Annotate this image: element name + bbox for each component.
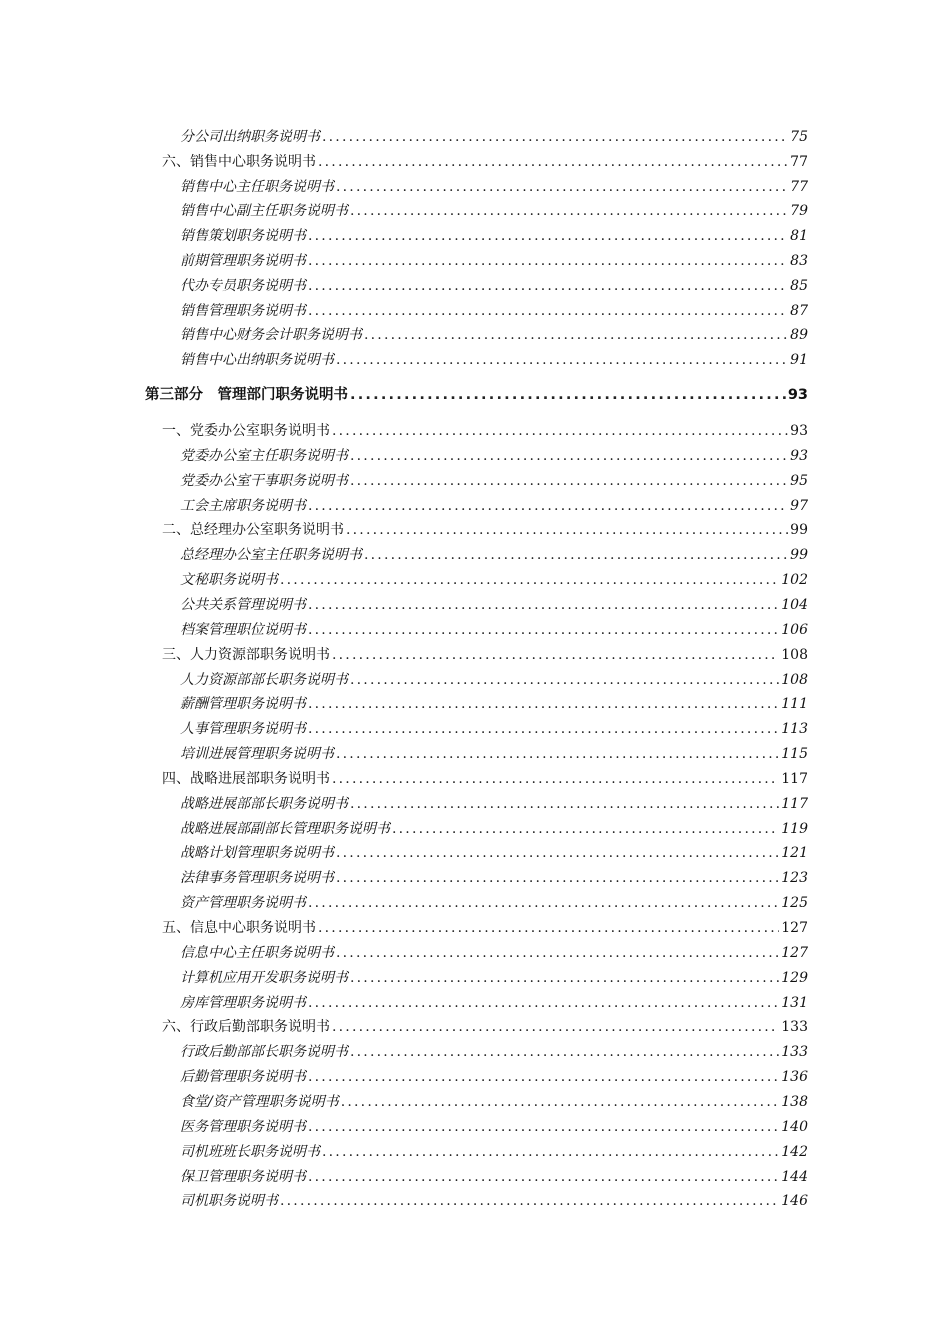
toc-entry[interactable] [180, 324, 808, 346]
toc-entry[interactable] [180, 793, 808, 815]
toc-entry[interactable] [180, 495, 808, 517]
toc-entry[interactable] [180, 470, 808, 492]
toc-page-number: 140 [781, 1118, 808, 1135]
toc-entry[interactable] [180, 349, 808, 371]
toc-dot-leader [322, 126, 788, 148]
toc-dot-leader [308, 225, 788, 247]
toc-part-heading[interactable] [145, 384, 808, 406]
toc-dot-leader [308, 300, 788, 322]
toc-entry-title: 三、人力资源部职务说明书 [162, 646, 330, 663]
toc-dot-leader [280, 569, 779, 591]
toc-entry-title: 六、销售中心职务说明书 [162, 153, 316, 170]
toc-page-number: 79 [790, 203, 808, 220]
toc-dot-leader [308, 619, 779, 641]
toc-section-entry[interactable] [162, 519, 808, 541]
toc-page-number: 117 [781, 795, 808, 812]
toc-page-number: 93 [790, 447, 808, 464]
toc-dot-leader [350, 793, 779, 815]
toc-page-number: 99 [790, 547, 808, 564]
toc-dot-leader [341, 1091, 780, 1113]
toc-page-number: 119 [781, 820, 808, 837]
toc-entry[interactable] [180, 200, 808, 222]
toc-dot-leader [308, 275, 788, 297]
toc-dot-leader [364, 544, 788, 566]
toc-entry[interactable] [180, 1166, 808, 1188]
toc-page-number: 133 [781, 1019, 808, 1036]
toc-dot-leader [350, 669, 779, 691]
toc-page-number: 108 [781, 646, 808, 663]
toc-entry[interactable] [180, 1190, 808, 1212]
toc-dot-leader [336, 942, 779, 964]
toc-page-number: 75 [790, 129, 808, 145]
toc-dot-leader [308, 718, 779, 740]
toc-dot-leader [308, 250, 788, 272]
toc-entry-title: 销售中心主任职务说明书 [180, 178, 334, 195]
toc-dot-leader [336, 842, 779, 864]
toc-entry-title: 二、总经理办公室职务说明书 [162, 522, 344, 539]
toc-entry-title: 六、行政后勤部职务说明书 [162, 1019, 330, 1036]
toc-entry[interactable] [180, 942, 808, 964]
toc-page-number: 83 [790, 253, 808, 269]
toc-page-number: 136 [781, 1069, 808, 1086]
toc-entry-title: 法律事务管理职务说明书 [180, 870, 334, 887]
toc-entry[interactable] [180, 126, 808, 148]
toc-entry-title: 战略计划管理职务说明书 [180, 845, 334, 862]
toc-entry[interactable] [180, 225, 808, 247]
toc-page-number: 146 [781, 1193, 808, 1210]
toc-entry[interactable] [180, 1041, 808, 1063]
toc-dot-leader [350, 445, 788, 467]
toc-section-entry[interactable] [162, 151, 808, 173]
toc-entry[interactable] [180, 445, 808, 467]
toc-page-number: 97 [790, 497, 808, 514]
toc-page-number: 77 [790, 178, 808, 195]
toc-page-number: 113 [781, 721, 808, 738]
toc-dot-leader [332, 420, 788, 442]
toc-dot-leader [392, 818, 779, 840]
toc-page-number: 123 [781, 870, 808, 887]
toc-entry-title: 党委办公室干事职务说明书 [180, 472, 348, 489]
toc-dot-leader [332, 1016, 779, 1038]
toc-dot-leader [308, 594, 779, 616]
toc-page-number: 131 [781, 994, 808, 1011]
toc-page-number: 106 [781, 621, 808, 638]
toc-dot-leader [322, 1141, 779, 1163]
toc-entry-title: 第三部分 管理部门职务说明书 [145, 387, 348, 403]
toc-entry[interactable] [180, 1091, 808, 1113]
toc-entry-title: 销售中心出纳职务说明书 [180, 352, 334, 369]
toc-page-number: 144 [781, 1168, 808, 1185]
toc-entry[interactable] [180, 743, 808, 765]
toc-page-number: 142 [781, 1143, 808, 1160]
toc-entry[interactable] [180, 275, 808, 297]
toc-section-entry[interactable] [162, 420, 808, 442]
toc-entry-title: 后勤管理职务说明书 [180, 1069, 306, 1086]
toc-entry-title: 一、党委办公室职务说明书 [162, 423, 330, 439]
toc-page-number: 104 [781, 596, 808, 613]
toc-page-number: 81 [790, 228, 808, 245]
toc-entry-title: 分公司出纳职务说明书 [180, 129, 320, 145]
toc-entry-title: 食堂/资产管理职务说明书 [180, 1093, 339, 1110]
toc-entry[interactable] [180, 619, 808, 641]
toc-entry-title: 党委办公室主任职务说明书 [180, 447, 348, 464]
toc-entry[interactable] [180, 992, 808, 1014]
toc-entry[interactable] [180, 892, 808, 914]
toc-entry-title: 销售中心副主任职务说明书 [180, 203, 348, 220]
toc-dot-leader [332, 768, 779, 790]
toc-page-number: 115 [781, 746, 808, 763]
toc-page-number: 125 [781, 895, 808, 912]
toc-dot-leader [350, 470, 788, 492]
toc-section-entry[interactable] [162, 917, 808, 939]
toc-dot-leader [350, 384, 786, 406]
toc-page-number: 111 [781, 696, 808, 713]
toc-entry-title: 工会主席职务说明书 [180, 497, 306, 514]
toc-entry[interactable] [180, 594, 808, 616]
toc-page-number: 77 [790, 153, 808, 170]
toc-section-entry[interactable] [162, 768, 808, 790]
toc-dot-leader [318, 151, 788, 173]
toc-dot-leader [336, 176, 788, 198]
toc-entry-title: 四、战略进展部职务说明书 [162, 770, 330, 787]
toc-section-entry[interactable] [162, 644, 808, 666]
toc-entry[interactable] [180, 1066, 808, 1088]
toc-page-number: 102 [781, 572, 808, 589]
toc-dot-leader [308, 992, 779, 1014]
toc-entry-title: 培训进展管理职务说明书 [180, 746, 334, 763]
toc-entry-title: 前期管理职务说明书 [180, 253, 306, 269]
toc-entry-title: 司机职务说明书 [180, 1193, 278, 1210]
toc-entry[interactable] [180, 718, 808, 740]
toc-entry-title: 资产管理职务说明书 [180, 895, 306, 912]
toc-dot-leader [308, 495, 788, 517]
toc-entry[interactable] [180, 693, 808, 715]
toc-dot-leader [332, 644, 779, 666]
toc-entry-title: 公共关系管理说明书 [180, 596, 306, 613]
toc-entry-title: 文秘职务说明书 [180, 572, 278, 589]
toc-page-number: 93 [787, 387, 808, 403]
toc-entry-title: 人力资源部部长职务说明书 [180, 671, 348, 688]
toc-entry[interactable] [180, 250, 808, 272]
toc-page-number: 129 [781, 969, 808, 986]
toc-section-entry[interactable] [162, 1016, 808, 1038]
toc-page-number: 138 [781, 1093, 808, 1110]
toc-entry[interactable] [180, 967, 808, 989]
toc-entry[interactable] [180, 842, 808, 864]
toc-entry[interactable] [180, 300, 808, 322]
toc-entry[interactable] [180, 867, 808, 889]
toc-entry-title: 人事管理职务说明书 [180, 721, 306, 738]
toc-entry-title: 战略进展部部长职务说明书 [180, 795, 348, 812]
toc-entry-title: 行政后勤部部长职务说明书 [180, 1044, 348, 1061]
toc-entry-title: 代办专员职务说明书 [180, 277, 306, 294]
toc-page-number: 133 [781, 1044, 808, 1061]
toc-dot-leader [364, 324, 788, 346]
toc-page-number: 121 [781, 845, 808, 862]
toc-entry[interactable] [180, 1116, 808, 1138]
toc-entry[interactable] [180, 544, 808, 566]
toc-page-number: 95 [790, 472, 808, 489]
toc-entry[interactable] [180, 818, 808, 840]
toc-entry-title: 计算机应用开发职务说明书 [180, 969, 348, 986]
toc-dot-leader [336, 743, 779, 765]
toc-entry-title: 销售策划职务说明书 [180, 228, 306, 245]
toc-dot-leader [308, 1116, 779, 1138]
toc-entry-title: 五、信息中心职务说明书 [162, 920, 316, 936]
toc-dot-leader [308, 892, 779, 914]
toc-page-number: 99 [790, 522, 808, 539]
toc-entry-title: 薪酬管理职务说明书 [180, 696, 306, 713]
toc-entry[interactable] [180, 176, 808, 198]
toc-page-number: 127 [781, 944, 808, 961]
toc-entry[interactable] [180, 1141, 808, 1163]
toc-entry-title: 销售管理职务说明书 [180, 302, 306, 319]
toc-dot-leader [336, 349, 788, 371]
toc-entry-title: 总经理办公室主任职务说明书 [180, 547, 362, 564]
toc-page-number: 91 [790, 352, 808, 369]
toc-dot-leader [308, 693, 779, 715]
toc-page-number: 108 [781, 671, 808, 688]
toc-entry-title: 档案管理职位说明书 [180, 621, 306, 638]
toc-dot-leader [308, 1066, 779, 1088]
toc-page-number: 127 [781, 920, 808, 936]
toc-dot-leader [280, 1190, 779, 1212]
toc-dot-leader [318, 917, 779, 939]
toc-entry-title: 房库管理职务说明书 [180, 994, 306, 1011]
toc-entry[interactable] [180, 569, 808, 591]
toc-entry-title: 信息中心主任职务说明书 [180, 944, 334, 961]
toc-dot-leader [346, 519, 788, 541]
toc-dot-leader [350, 200, 788, 222]
toc-entry-title: 销售中心财务会计职务说明书 [180, 327, 362, 344]
toc-entry-title: 医务管理职务说明书 [180, 1118, 306, 1135]
toc-page-number: 93 [790, 423, 808, 439]
toc-page-number: 89 [790, 327, 808, 344]
toc-page-number: 87 [790, 302, 808, 319]
toc-entry-title: 保卫管理职务说明书 [180, 1168, 306, 1185]
toc-page-number: 85 [790, 277, 808, 294]
toc-dot-leader [308, 1166, 779, 1188]
toc-entry-title: 司机班班长职务说明书 [180, 1143, 320, 1160]
toc-dot-leader [336, 867, 779, 889]
toc-dot-leader [350, 967, 779, 989]
toc-dot-leader [350, 1041, 779, 1063]
toc-entry[interactable] [180, 669, 808, 691]
toc-entry-title: 战略进展部副部长管理职务说明书 [180, 820, 390, 837]
toc-page-number: 117 [781, 770, 808, 787]
